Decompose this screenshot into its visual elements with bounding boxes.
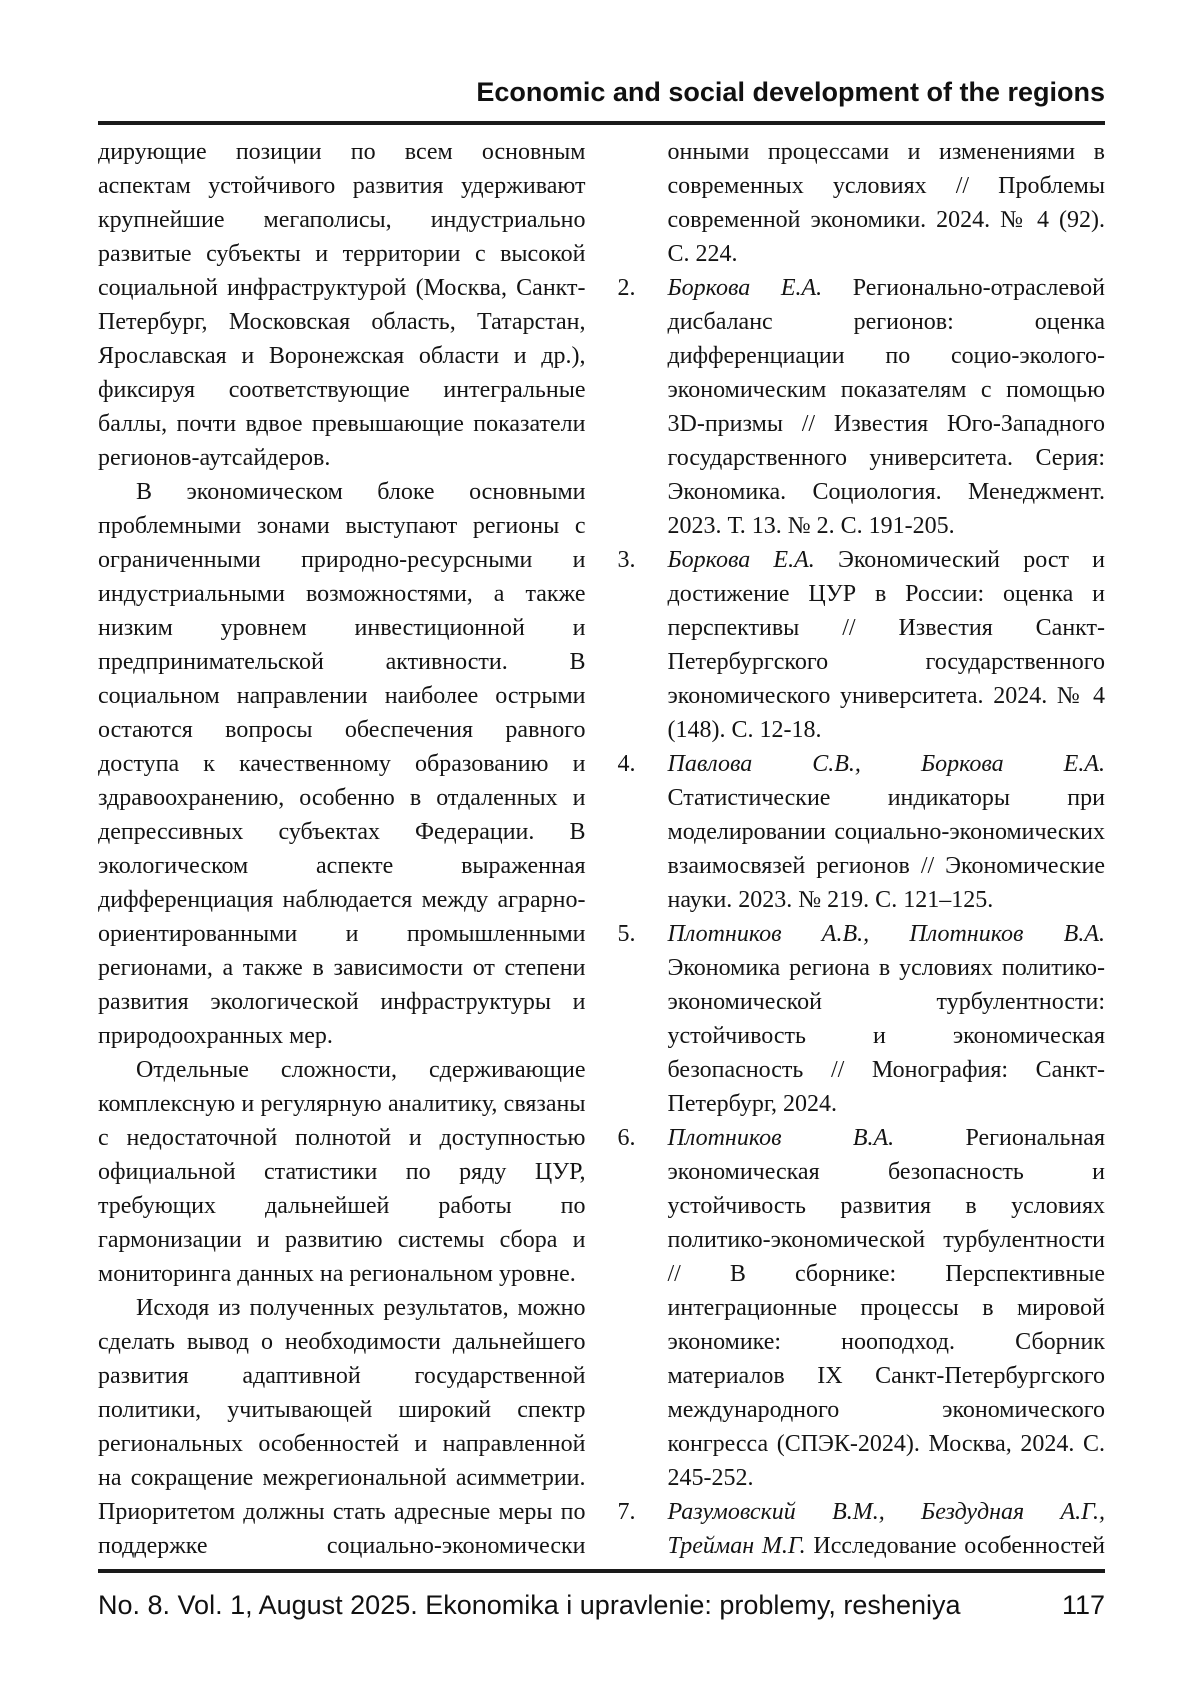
journal-issue-line: No. 8. Vol. 1, August 2025. Ekonomika i upravlenie: problemy, resheniya xyxy=(98,1590,961,1620)
reference-item-5 xyxy=(618,917,1106,1121)
page-footer xyxy=(98,1569,1105,1621)
reference-item-7 xyxy=(618,1495,1106,1563)
right-column xyxy=(618,135,1106,1563)
reference-number: 3. xyxy=(617,547,636,573)
page-content xyxy=(98,0,1105,1563)
body-paragraph: дирующие позиции по всем основным аспектам устойчивого развития удерживают крупнейшие мегаполисы, индустриально развитые субъекты и территории с высокой социальной инфраструктурой (Москва, Санкт-Петербург, Московская область, Татарстан, Ярославская и Воронежская области и др.), фиксируя соответствующие интегральные баллы, почти вдвое превышающие показатели регионов-аутсайдеров. xyxy=(98,139,586,471)
reference-item-1-continuation xyxy=(618,135,1106,271)
reference-title: Региональная экономическая безопасность и устойчивость развития в условиях политико-экономической турбулентности // В сборнике: Перспективные интеграционные процессы в мировой экономике: нооподход. Сборник материалов IX Санкт-Петербургского международного экономического конгресса (СПЭК-2024). Москва, 2024. С. 245-252. xyxy=(667,1125,1105,1491)
reference-item-6 xyxy=(618,1121,1106,1495)
reference-text: онными процессами и изменениями в современных условиях // Проблемы современной экономики. 2024. № 4 (92). С. 224. xyxy=(667,139,1105,267)
reference-authors: Плотников А.В., Плотников В.А. xyxy=(667,921,1105,947)
reference-text xyxy=(668,917,1106,1121)
reference-title: Статистические индикаторы при моделировании социально-экономических взаимосвязей регионов // Экономические науки. 2023. № 219. С. 121–125. xyxy=(667,785,1105,913)
reference-text xyxy=(668,747,1106,917)
reference-item-3 xyxy=(618,543,1106,747)
reference-text xyxy=(668,1121,1106,1495)
reference-text xyxy=(668,271,1106,543)
reference-number: 5. xyxy=(617,921,636,947)
reference-number-spacer xyxy=(618,135,668,271)
page-number: 117 xyxy=(1061,1590,1105,1620)
body-paragraph: Отдельные сложности, сдерживающие комплексную и регулярную аналитику, связаны с недостаточной полнотой и доступностью официальной статистики по ряду ЦУР, требующих дальнейшей работы по гармонизации и развитию системы сбора и мониторинга данных на региональном уровне. xyxy=(98,1057,586,1287)
body-paragraph: Исходя из полученных результатов, можно сделать вывод о необходимости дальнейшего развития адаптивной государственной политики, учитывающей широкий спектр региональных особенностей и направленной на сокращение межрегиональной асимметрии. Приоритетом должны стать адресные меры по поддержке социально-экономически xyxy=(98,1295,586,1559)
header-rule xyxy=(98,121,1105,125)
reference-authors: Боркова Е.А. xyxy=(667,275,823,301)
reference-authors: Разумовский В.М., Бездудная А.Г., Трейман М.Г. xyxy=(667,1499,1105,1559)
reference-authors: Павлова С.В., Боркова Е.А. xyxy=(667,751,1105,777)
reference-item-2 xyxy=(618,271,1106,543)
reference-title: Экономика региона в условиях политико-экономической турбулентности: устойчивость и экономическая безопасность // Монография: Санкт-Петербург, 2024. xyxy=(667,955,1105,1117)
footer-rule xyxy=(98,1569,1105,1573)
running-head: Economic and social development of the regions xyxy=(476,77,1105,107)
reference-title: Экономический рост и достижение ЦУР в России: оценка и перспективы // Известия Санкт-Петербургского государственного экономического университета. 2024. № 4 (148). С. 12-18. xyxy=(667,547,1105,743)
reference-text xyxy=(668,543,1106,747)
reference-title: Регионально-отраслевой дисбаланс регионов: оценка дифференциации по социо-эколого-экономическим показателям с помощью 3D-призмы // Известия Юго-Западного государственного университета. Серия: Экономика. Социология. Менеджмент. 2023. Т. 13. № 2. С. 191-205. xyxy=(667,275,1105,539)
reference-number: 7. xyxy=(617,1499,636,1525)
reference-authors: Боркова Е.А. xyxy=(667,547,815,573)
reference-title: Исследование особенностей xyxy=(813,1533,1105,1559)
body-paragraph: В экономическом блоке основными проблемными зонами выступают регионы с ограниченными природно-ресурсными и индустриальными возможностями, а также низким уровнем инвестиционной и предпринимательской активности. В социальном направлении наиболее острыми остаются вопросы обеспечения равного доступа к качественному образованию и здравоохранению, особенно в отдаленных и депрессивных субъектах Федерации. В экологическом аспекте выраженная дифференциация наблюдается между аграрно-ориентированными и промышленными регионами, а также в зависимости от степени развития экологической инфраструктуры и природоохранных мер. xyxy=(98,479,586,1049)
reference-number: 4. xyxy=(617,751,636,777)
reference-number: 2. xyxy=(617,275,636,301)
reference-text xyxy=(668,1495,1106,1563)
reference-number: 6. xyxy=(617,1125,636,1151)
footer-row xyxy=(98,1589,1105,1621)
left-column xyxy=(98,135,586,1563)
reference-authors: Плотников В.А. xyxy=(667,1125,895,1151)
reference-item-4 xyxy=(618,747,1106,917)
two-column-layout xyxy=(98,135,1105,1563)
